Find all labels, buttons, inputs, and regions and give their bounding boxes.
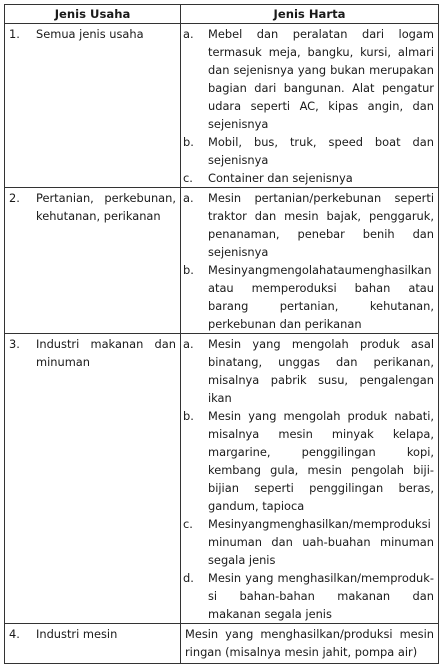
table-row [5,334,439,624]
table-row [5,24,439,188]
list-item [183,169,434,187]
row-number: 1. [9,27,20,41]
item-letter: c. [183,517,193,531]
item-text: Mesin pertanian/perkebunan seperti traktor dan mesin bajak, penggaruk, penanaman, penebar benih dan sejenisnya [208,191,434,259]
usaha-text: Semua jenis usaha [36,27,144,41]
usaha-cell [5,624,181,664]
harta-cell [181,24,439,188]
row-number: 3. [9,337,20,351]
item-text: Mobil, bus, truk, speed boat dan sejenisnya [208,135,434,167]
list-item [183,25,434,133]
harta-cell [181,334,439,624]
item-letter: a. [183,337,194,351]
item-letter: b. [183,263,194,277]
harta-cell [181,188,439,334]
item-text: Mebel dan peralatan dari logam termasuk meja, bangku, kursi, almari dan sejenisnya yang bukan merupakan bagian dari bangunan. Alat pengatur udara seperti AC, kipas angin, dan sejenisnya [208,27,434,131]
list-item [183,515,434,569]
header-jenis-harta: Jenis Harta [181,5,439,24]
table-row [5,188,439,334]
item-letter: d. [183,571,194,585]
usaha-text: Industri makanan dan minuman [36,337,176,369]
list-item [183,335,434,407]
list-item [183,407,434,515]
item-letter: b. [183,135,194,149]
item-letter: b. [183,409,194,423]
list-item [183,133,434,169]
item-text: Mesin yang mengolah produk asal binatang, unggas dan perikanan, misalnya pabrik susu, pengalengan ikan [208,337,434,405]
harta-text: Mesin yang menghasilkan/produksi mesin ringan (misalnya mesin jahit, pompa air) [185,627,434,659]
harta-cell [181,624,439,664]
usaha-cell [5,188,181,334]
list-item [183,189,434,261]
list-item [183,261,434,333]
row-number: 4. [9,627,20,641]
item-text: Mesin yang menghasilkan/memproduk-si bahan-bahan makanan dan makanan segala jenis [208,571,434,621]
list-item [183,569,434,623]
item-letter: a. [183,191,194,205]
table-row [5,624,439,664]
usaha-cell [5,334,181,624]
item-text: Mesinyangmenghasilkan/memproduksi minuman dan uah-buahan minuman segala jenis [208,517,434,567]
header-jenis-usaha: Jenis Usaha [5,5,181,24]
asset-type-table [4,4,439,664]
row-number: 2. [9,191,20,205]
usaha-text: Pertanian, perkebunan, kehutanan, perikanan [36,191,176,223]
item-letter: c. [183,171,193,185]
item-text: Container dan sejenisnya [208,171,353,185]
item-letter: a. [183,27,194,41]
item-text: Mesin yang mengolah produk nabati, misalnya mesin minyak kelapa, margarine, penggilingan kopi, kembang gula, mesin pengolah biji-bijian seperti penggilingan beras, gandum, tapioca [208,409,434,513]
table-header-row [5,5,439,24]
usaha-text: Industri mesin [36,627,118,641]
usaha-cell [5,24,181,188]
item-text: Mesinyangmengolahataumenghasilkan atau memperoduksi bahan atau barang pertanian, kehutanan, perkebunan dan perikanan [208,263,434,331]
